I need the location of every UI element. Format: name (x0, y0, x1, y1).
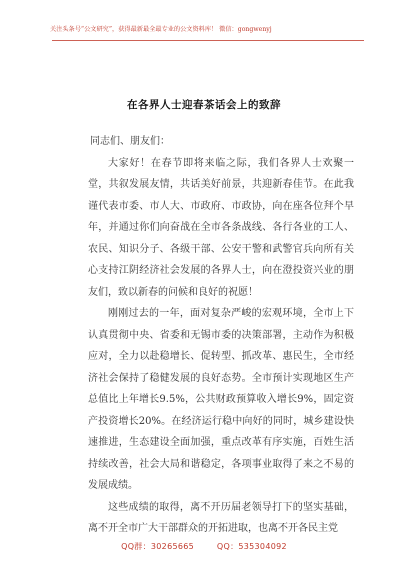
paragraph-3: 这些成绩的取得，离不开历届老领导打下的坚实基础，离不开全市广大干部群众的开拓进取，也离不开各民主党 (88, 501, 354, 534)
salutation: 同志们、朋友们： (90, 136, 170, 147)
document-title: 在各界人士迎春茶话会上的致辞 (127, 99, 281, 111)
footer-contact (0, 541, 408, 552)
header-banner: 关注头条号“公文研究”，获得最新最全最专业的公文资料库！ 微信：gongwenyj (50, 26, 272, 33)
paragraph-1: 大家好！在春节即将来临之际，我们各界人士欢聚一堂，共叙发展友情，共话美好前景，共迎新春佳节。在此我谨代表市委、市人大、市政府、市政协，向在座各位拜个早年，并通过你们向奋战在全市各条战线、各行各业的工人、农民、知识分子、各级干部、公安干警和武警官兵向所有关心支持江阴经济社会发展的各界人士，向在澄投资兴业的朋友们，致以新春的问候和良好的祝愿！ (88, 157, 354, 298)
footer-qq-group: QQ群：30265665 (121, 542, 195, 551)
header-divider (52, 40, 364, 41)
footer-qq: QQ：535304092 (216, 542, 287, 551)
paragraph-2: 刚刚过去的一年，面对复杂严峻的宏观环境，全市上下认真贯彻中央、省委和无锡市委的决策部署，主动作为积极应对，全力以赴稳增长、促转型、抓改革、惠民生，全市经济社会保持了稳健发展的良好态势。全市预计实现地区生产总值比上年增长9.5%，公共财政预算收入增长9%，固定资产投资增长20%。在经济运行稳中向好的同时，城乡建设快速推进，生态建设全面加强，重点改革有序实施，百姓生活持续改善，社会大局和谐稳定，各项事业取得了来之不易的发展成绩。 (88, 308, 354, 491)
document-body (88, 131, 354, 540)
